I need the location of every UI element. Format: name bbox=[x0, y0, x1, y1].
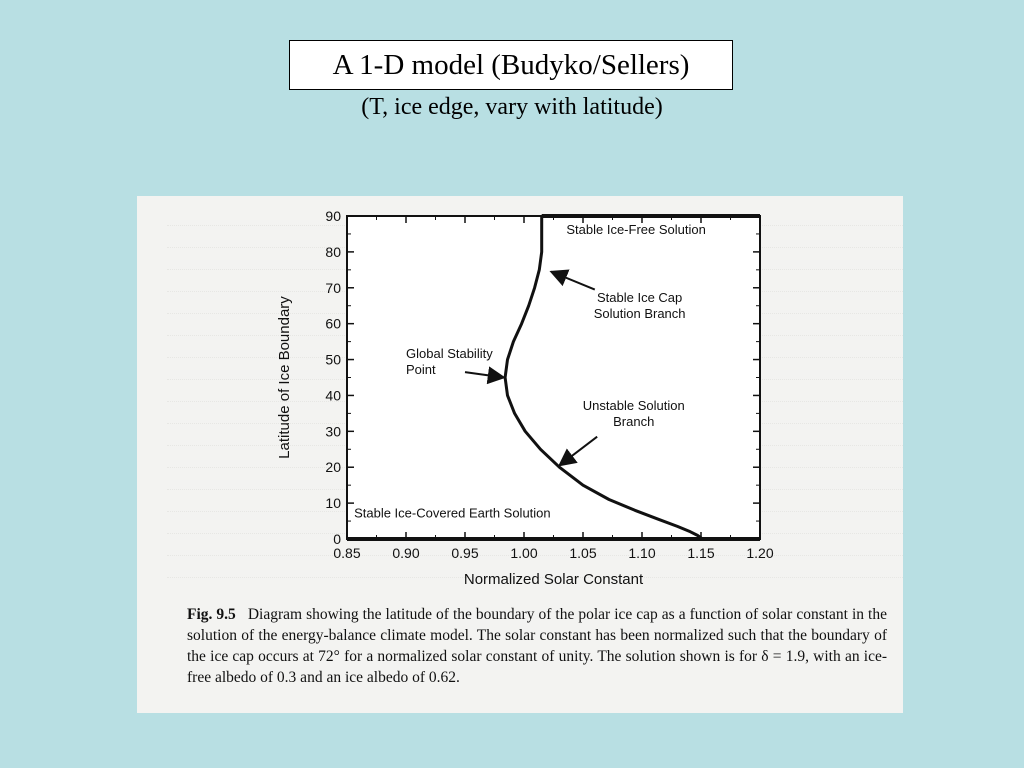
anno-ice-free-line: Stable Ice-Free Solution bbox=[566, 221, 706, 237]
caption-label: Fig. 9.5 bbox=[187, 606, 236, 623]
y-tick-label: 80 bbox=[325, 243, 341, 260]
y-axis-label: Latitude of Ice Boundary bbox=[276, 296, 293, 459]
anno-ice-free bbox=[566, 222, 705, 237]
x-tick-label: 0.90 bbox=[392, 545, 420, 561]
scanned-figure bbox=[137, 196, 903, 713]
x-axis-label: Normalized Solar Constant bbox=[463, 571, 644, 588]
y-tick-label: 50 bbox=[325, 351, 341, 368]
slide-title: A 1-D model (Budyko/Sellers) bbox=[289, 40, 733, 90]
x-tick-label: 1.15 bbox=[687, 545, 715, 561]
y-tick-label: 40 bbox=[325, 387, 341, 404]
y-tick-label: 90 bbox=[325, 208, 341, 224]
anno-ice-cap-branch-line: Solution Branch bbox=[593, 306, 686, 322]
anno-ice-covered-line: Stable Ice-Covered Earth Solution bbox=[354, 505, 551, 521]
x-tick-label: 1.20 bbox=[746, 545, 774, 561]
x-tick-label: 1.00 bbox=[510, 545, 538, 561]
y-tick-label: 10 bbox=[325, 495, 341, 512]
anno-unstable-branch-line: Unstable Solution bbox=[582, 397, 685, 413]
y-tick-label: 60 bbox=[325, 315, 341, 332]
anno-stability-point-line: Global Stability bbox=[406, 345, 493, 361]
y-tick-label: 0 bbox=[333, 531, 341, 547]
anno-stability-point-line: Point bbox=[406, 361, 436, 377]
anno-ice-cap-branch bbox=[594, 290, 686, 321]
figure-caption bbox=[187, 604, 887, 688]
chart-axes bbox=[347, 216, 760, 539]
anno-ice-covered bbox=[354, 505, 551, 520]
anno-unstable-branch-line: Branch bbox=[613, 413, 655, 429]
x-tick-label: 1.05 bbox=[569, 545, 597, 561]
x-tick-label: 0.85 bbox=[333, 545, 361, 561]
plot-frame bbox=[347, 216, 760, 539]
x-tick-label: 1.10 bbox=[628, 545, 656, 561]
anno-ice-cap-branch-line: Stable Ice Cap bbox=[596, 290, 683, 306]
y-tick-label: 70 bbox=[325, 279, 341, 296]
caption-text: Diagram showing the latitude of the boundary of the polar ice cap as a function of solar constant in the solution of the energy-balance climate model. The solar constant has been normalized such that the boundary of the ice cap occurs at 72° for a normalized solar constant of unity. The solution shown is for δ = 1.9, with an ice-free albedo of 0.3 and an ice albedo of 0.62. bbox=[187, 606, 887, 686]
y-tick-label: 20 bbox=[325, 459, 341, 476]
x-tick-label: 0.95 bbox=[451, 545, 479, 561]
slide-subtitle: (T, ice edge, vary with latitude) bbox=[361, 94, 663, 120]
y-tick-label: 30 bbox=[325, 423, 341, 440]
